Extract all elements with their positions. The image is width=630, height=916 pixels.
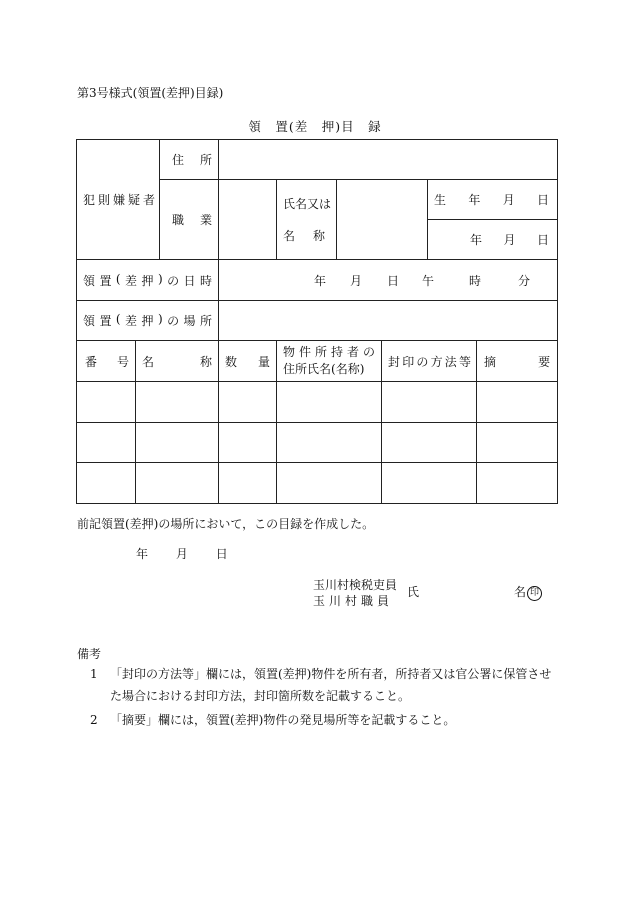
occupation-label-2: 業	[200, 213, 213, 227]
header-remarks-1: 摘	[484, 354, 497, 369]
birth-year: 年	[468, 193, 481, 207]
owner-c4: 持	[330, 345, 343, 359]
header-number-2: 号	[116, 354, 129, 369]
header-name-1: 名	[142, 354, 155, 369]
seal-c1: 封	[388, 354, 401, 369]
header-owner	[277, 341, 382, 382]
note-1	[90, 663, 560, 707]
note-1-line2: た場合における封印方法，封印箇所数を記載すること。	[110, 689, 411, 703]
header-seal-method	[382, 341, 477, 382]
pl-char-9: 所	[199, 314, 212, 328]
date-line	[136, 545, 252, 562]
dt-year: 年	[314, 274, 327, 288]
table-row	[77, 463, 558, 504]
table-row	[77, 423, 558, 463]
place-value-cell	[219, 301, 558, 341]
dt-minute: 分	[518, 274, 531, 288]
note-1-number: 1	[90, 667, 98, 681]
seal-icon: 印	[527, 586, 542, 601]
age-cell	[428, 220, 558, 260]
note-2-line1: 「摘要」欄には，領置(差押)物件の発見場所等を記載すること。	[110, 713, 456, 727]
pl-char-2: 置	[99, 314, 112, 328]
name-label-cell	[277, 180, 337, 260]
statement-text: 前記領置(差押)の場所において，この目録を作成した。	[77, 517, 375, 531]
date-day: 日	[215, 547, 228, 561]
notes-title: 備考	[77, 647, 102, 661]
signature-mei: 名	[514, 585, 527, 599]
owner-c1: 物	[283, 345, 296, 359]
owner-c3: 所	[314, 345, 327, 359]
note-2	[90, 709, 560, 731]
header-quantity-2: 量	[258, 354, 271, 369]
place-label-cell	[77, 301, 219, 341]
birth-cell	[428, 180, 558, 220]
header-remarks-2: 要	[538, 354, 551, 369]
birth-label: 生	[434, 193, 447, 207]
occupation-value-cell	[219, 180, 277, 260]
pl-char-4: 差	[125, 314, 138, 328]
birth-month: 月	[502, 193, 515, 207]
age-month: 月	[503, 233, 516, 247]
address-label-cell	[160, 140, 219, 180]
dt-day: 日	[387, 274, 400, 288]
header-remarks	[477, 341, 558, 382]
name-label-2a: 名	[283, 228, 296, 243]
seal-c5: 法	[444, 354, 457, 369]
address-label-1: 住	[172, 153, 185, 167]
address-label-2: 所	[200, 153, 213, 167]
pl-char-8: 場	[183, 314, 196, 328]
seal-c6: 等	[458, 354, 471, 369]
header-number-1: 番	[85, 354, 98, 369]
inventory-table	[76, 139, 558, 504]
dt-char-2: 置	[99, 273, 112, 288]
signature-name	[514, 583, 542, 601]
pl-char-1: 領	[83, 314, 96, 328]
note-2-number: 2	[90, 713, 98, 727]
dt-month: 月	[350, 274, 363, 288]
document-title	[0, 117, 630, 135]
occupation-label-cell	[160, 180, 219, 260]
owner-line2: 住所氏名(名称)	[283, 362, 365, 376]
occupation-label-1: 職	[172, 213, 185, 227]
datetime-value-cell	[219, 260, 558, 301]
header-name-2: 称	[200, 354, 213, 369]
header-quantity-1: 数	[225, 354, 238, 369]
address-value-cell	[219, 140, 558, 180]
seal-c2: 印	[402, 354, 415, 369]
dt-hour: 時	[469, 274, 482, 288]
name-label-2b: 称	[313, 228, 326, 243]
dt-char-1: 領	[83, 273, 96, 288]
header-quantity	[219, 341, 277, 382]
dt-ampm: 午	[422, 274, 435, 288]
header-name	[136, 341, 219, 382]
dt-char-8: 日	[183, 273, 196, 288]
header-number	[77, 341, 136, 382]
owner-c5: 者	[346, 345, 359, 359]
signature-shi: 氏	[407, 585, 420, 599]
form-title: 第3号様式(領置(差押)目録)	[77, 86, 224, 100]
suspect-label-cell	[77, 140, 160, 260]
name-label-line1: 氏名又は	[283, 196, 332, 211]
datetime-label-cell	[77, 260, 219, 301]
seal-c3: の	[416, 354, 429, 369]
date-month: 月	[175, 547, 188, 561]
owner-c6: の	[362, 345, 375, 359]
dt-char-4: 差	[125, 273, 138, 288]
signature-org-1: 玉川村検税吏員	[313, 578, 398, 592]
dt-char-6: )	[157, 271, 163, 286]
suspect-label: 犯則嫌疑者	[83, 193, 159, 207]
dt-char-5: 押	[141, 273, 154, 288]
owner-c2: 件	[299, 345, 312, 359]
age-day: 日	[537, 233, 550, 247]
age-year: 年	[470, 233, 483, 247]
date-year: 年	[136, 547, 149, 561]
birth-day: 日	[537, 193, 550, 207]
pl-char-6: )	[157, 312, 163, 326]
seal-c4: 方	[430, 354, 443, 369]
pl-char-7: の	[167, 314, 180, 328]
name-value-cell	[337, 180, 428, 260]
document-title-text: 領 置(差 押)目 録	[248, 119, 382, 134]
dt-char-3: (	[115, 271, 121, 286]
dt-char-7: の	[167, 273, 180, 288]
pl-char-5: 押	[141, 314, 154, 328]
signature-org-2: 玉川村職員	[313, 594, 394, 608]
dt-char-9: 時	[199, 273, 212, 288]
table-row	[77, 382, 558, 423]
note-1-line1: 「封印の方法等」欄には，領置(差押)物件を所有者，所持者又は官公署に保管させ	[110, 667, 552, 681]
pl-char-3: (	[115, 312, 121, 326]
